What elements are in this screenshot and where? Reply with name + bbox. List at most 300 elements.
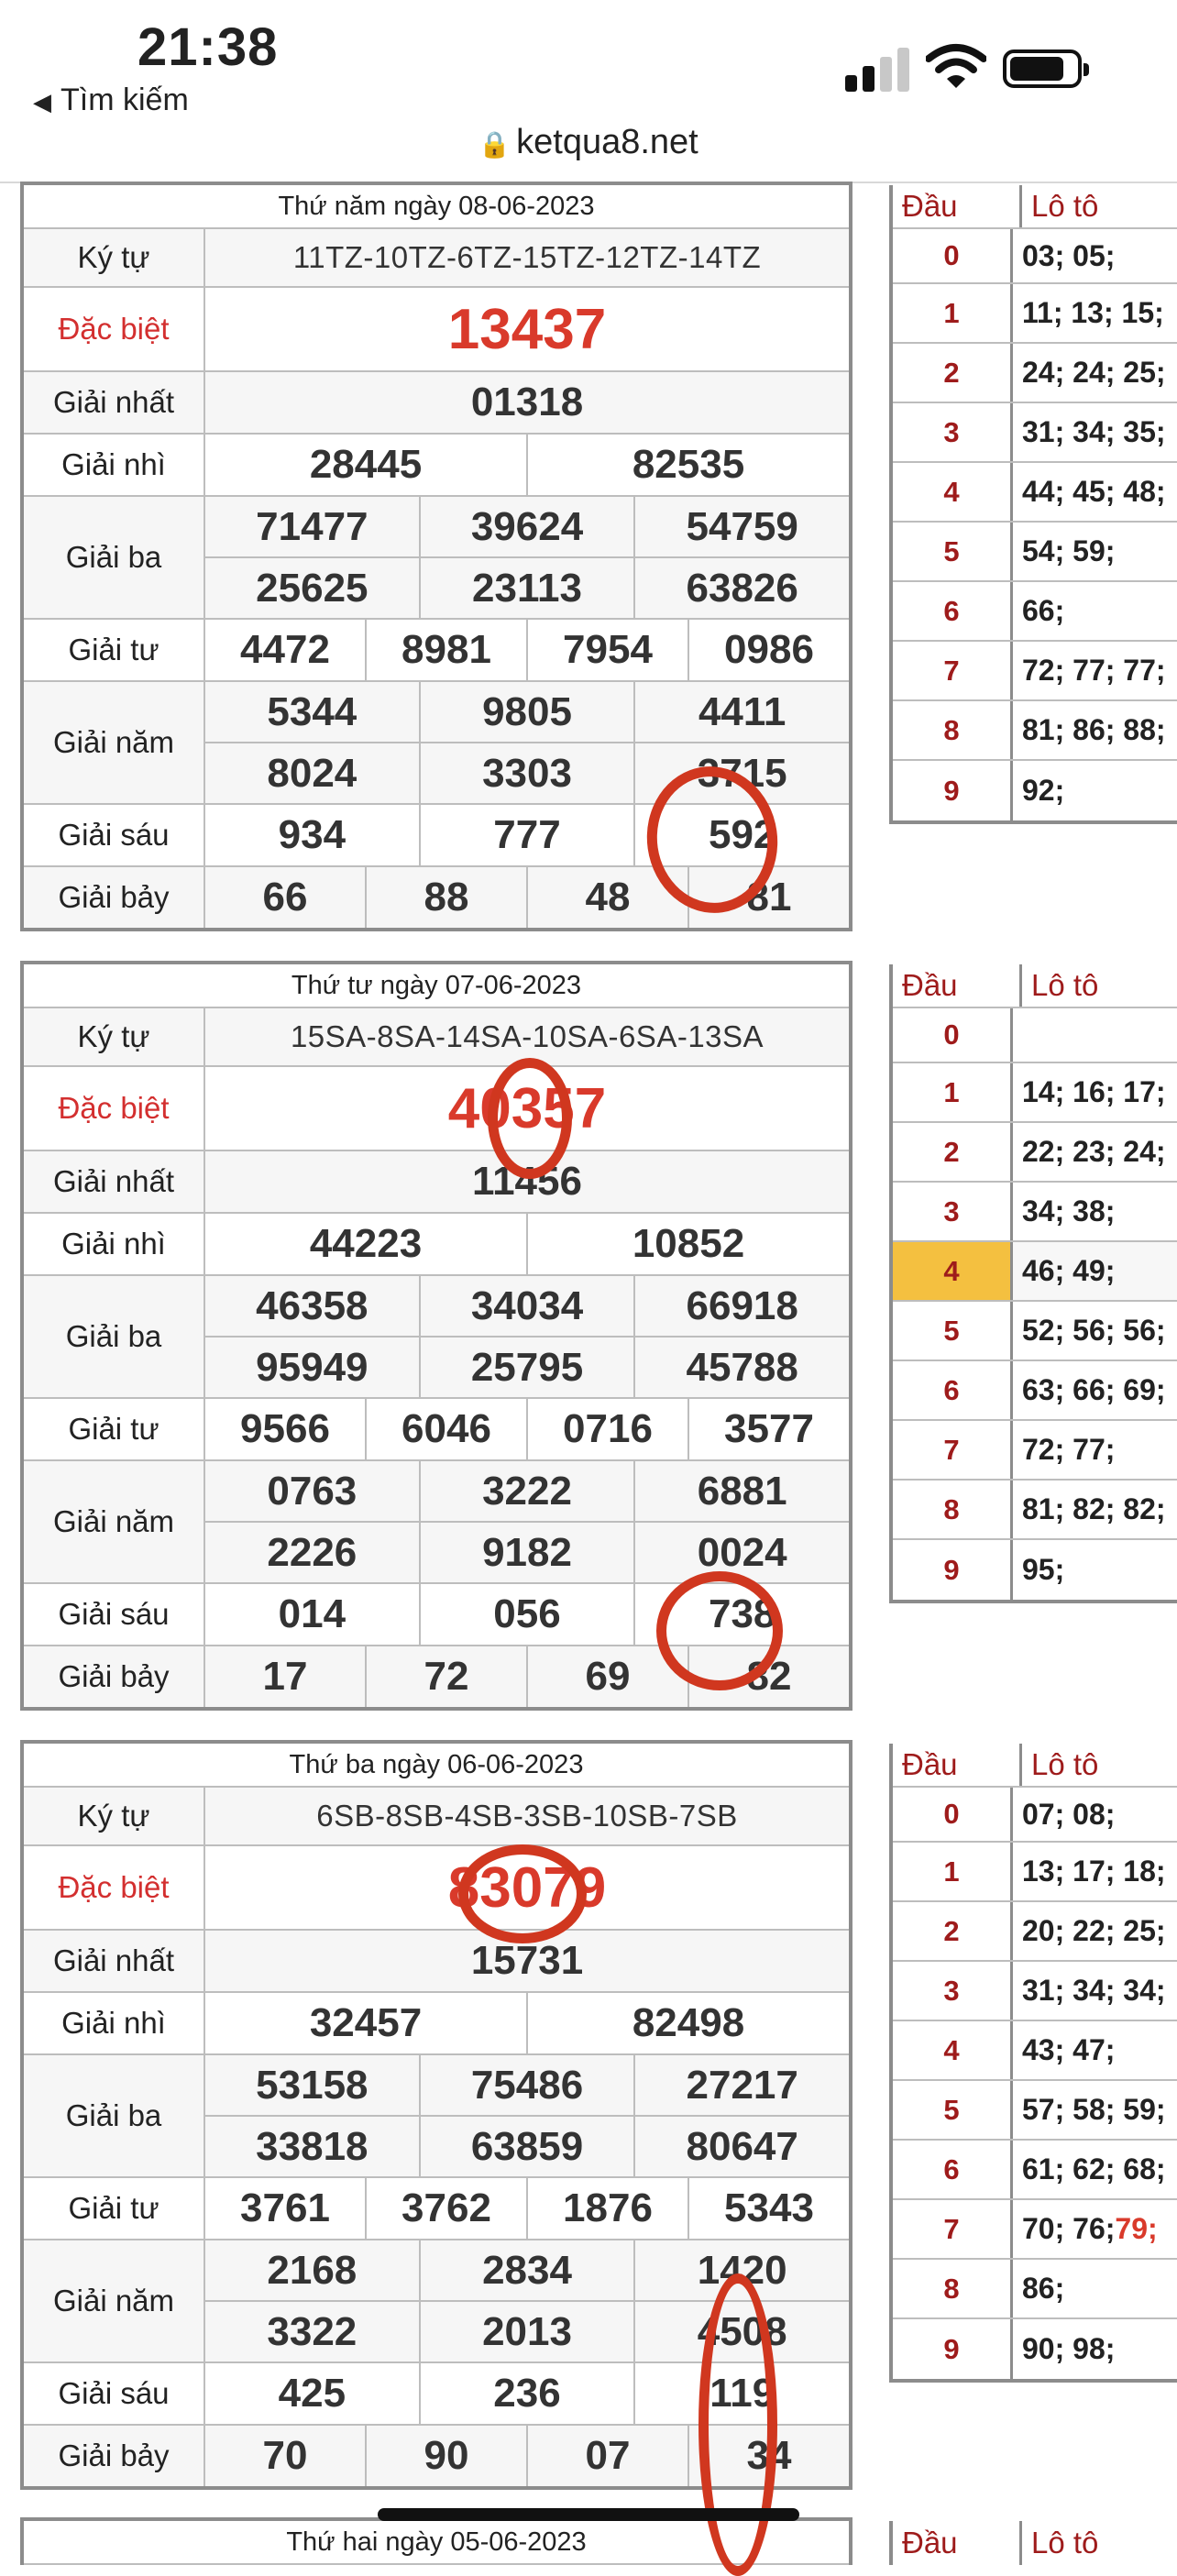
loto-values-cell (1013, 582, 1177, 640)
loto-values: 11; 13; 15; (1022, 296, 1164, 329)
back-to-search-button[interactable] (33, 83, 189, 118)
row-giai-nam (24, 1461, 849, 1584)
prize-number: 6881 (633, 1461, 849, 1521)
dau-digit: 5 (893, 523, 1013, 580)
prize-values (205, 1788, 849, 1844)
loto-row[interactable] (893, 2260, 1177, 2319)
loto-values-cell (1013, 1788, 1177, 1841)
prize-values (205, 2178, 849, 2239)
prize-number: 28445 (309, 442, 423, 487)
loto-values: 31; 34; 35; (1022, 415, 1166, 448)
loto-row[interactable] (893, 2319, 1177, 2379)
loto-row[interactable] (893, 1123, 1177, 1183)
annotation-circle (698, 2273, 777, 2576)
prize-values (205, 620, 849, 680)
loto-values: 72; 77; 77; (1022, 654, 1166, 687)
prize-number: 4472 (240, 627, 330, 672)
dau-digit: 9 (893, 1540, 1013, 1600)
battery-icon (1003, 50, 1082, 88)
loto-values-cell (1013, 1063, 1177, 1121)
prize-number: 82535 (526, 435, 849, 495)
draw-code: 11TZ-10TZ-6TZ-15TZ-12TZ-14TZ (292, 240, 762, 274)
loto-header: Lô tô (1031, 968, 1099, 1002)
url-text: ketqua8.net (516, 123, 698, 161)
dau-header: Đầu (893, 2521, 1022, 2565)
prize-number: 3715 (633, 743, 849, 803)
loto-values: 54; 59; (1022, 534, 1116, 567)
prize-number: 3762 (365, 2178, 526, 2239)
loto-values: 20; 22; 25; (1022, 1914, 1166, 1947)
annotation-circle (458, 1844, 587, 1943)
prize-number: 425 (278, 2371, 346, 2416)
prize-number: 014 (278, 1591, 346, 1636)
prize-label: Giải nhất (24, 1931, 205, 1991)
dau-digit: 5 (893, 1302, 1013, 1360)
prize-number: 3222 (419, 1461, 634, 1521)
prize-number: 3322 (267, 2308, 358, 2354)
loto-values: 13; 17; 18; (1022, 1855, 1166, 1888)
loto-values-cell (1013, 2081, 1177, 2139)
wifi-icon (926, 42, 986, 90)
draw-date-header[interactable]: Thứ hai ngày 05-06-2023 (24, 2521, 849, 2565)
row-ky-tu (24, 1788, 849, 1846)
prize-number: 6046 (365, 1399, 526, 1459)
loto-values-cell (1013, 403, 1177, 461)
loto-row[interactable] (893, 1302, 1177, 1361)
loto-values: 63; 66; 69; (1022, 1373, 1166, 1406)
loto-row[interactable] (893, 761, 1177, 820)
loto-row[interactable] (893, 582, 1177, 642)
dau-digit: 3 (893, 403, 1013, 461)
loto-header: Lô tô (1031, 2526, 1099, 2559)
dau-digit: 2 (893, 1123, 1013, 1181)
special-prize-number: 83079 (447, 1855, 607, 1920)
row-giai-ba (24, 1276, 849, 1399)
prize-number: 2226 (267, 1529, 358, 1575)
prize-number: 934 (278, 812, 346, 857)
lock-icon: 🔒 (478, 130, 512, 159)
prize-label: Giải năm (24, 1461, 205, 1582)
prize-number: 0986 (688, 620, 849, 680)
dau-digit: 2 (893, 1902, 1013, 1960)
dau-digit: 0 (893, 1008, 1013, 1062)
dau-digit: 3 (893, 1183, 1013, 1240)
row-dac-biet (24, 1067, 849, 1151)
row-dac-biet (24, 1846, 849, 1931)
dau-digit: 9 (893, 2319, 1013, 2379)
loto-values-cell (1013, 344, 1177, 402)
prize-label: Giải sáu (24, 2363, 205, 2424)
prize-values (205, 1214, 849, 1274)
prize-number: 54759 (633, 497, 849, 556)
dau-digit: 3 (893, 1962, 1013, 2020)
prize-number: 70 (262, 2433, 308, 2478)
prize-number: 44223 (309, 1221, 423, 1266)
row-giai-nhi (24, 435, 849, 497)
row-giai-tu (24, 620, 849, 682)
loto-values: 34; 38; (1022, 1194, 1116, 1227)
dau-digit: 5 (893, 2081, 1013, 2139)
prize-number: 75486 (419, 2055, 634, 2115)
special-prize-number: 40357 (447, 1076, 607, 1140)
row-ky-tu (24, 229, 849, 288)
loto-values-cell (1013, 1302, 1177, 1360)
prize-number: 69 (526, 1646, 688, 1707)
prize-number: 66 (262, 875, 308, 919)
row-dac-biet (24, 288, 849, 372)
loto-values: 43; 47; (1022, 2033, 1116, 2066)
prize-number: 592 (633, 805, 849, 865)
loto-values-cell (1013, 1123, 1177, 1181)
prize-label: Giải nhì (24, 1214, 205, 1274)
dau-digit: 6 (893, 582, 1013, 640)
dau-digit: 4 (893, 463, 1013, 521)
loto-row[interactable] (893, 1183, 1177, 1242)
dau-digit: 0 (893, 229, 1013, 282)
loto-row[interactable] (893, 2021, 1177, 2081)
loto-header-row (893, 964, 1177, 1008)
prize-number: 88 (365, 867, 526, 928)
dau-header: Đầu (893, 185, 1022, 227)
prize-number: 4508 (633, 2302, 849, 2361)
prize-number: 10852 (526, 1214, 849, 1274)
prize-label: Giải bảy (24, 1646, 205, 1707)
prize-number: 0763 (267, 1468, 358, 1514)
annotation-circle (488, 1058, 572, 1179)
dau-digit: 1 (893, 1063, 1013, 1121)
prize-label: Giải nhất (24, 372, 205, 433)
row-giai-nhat (24, 1151, 849, 1214)
loto-table (889, 2521, 1177, 2565)
prize-number: 056 (419, 1584, 634, 1645)
prize-number: 45788 (633, 1338, 849, 1397)
prize-label: Giải năm (24, 682, 205, 803)
row-giai-nhat (24, 1931, 849, 1993)
address-bar[interactable] (0, 123, 1177, 162)
loto-row[interactable] (893, 2200, 1177, 2260)
loto-row[interactable] (893, 403, 1177, 463)
prize-number: 9566 (240, 1406, 330, 1451)
prize-values (205, 1399, 849, 1459)
prize-label: Đặc biệt (24, 288, 205, 370)
loto-table (889, 964, 1177, 1603)
loto-row[interactable] (893, 701, 1177, 761)
back-label: Tìm kiếm (60, 83, 189, 117)
prize-label: Đặc biệt (24, 1846, 205, 1929)
loto-row[interactable] (893, 1242, 1177, 1302)
loto-values-cell (1013, 1902, 1177, 1960)
loto-values-cell (1013, 2200, 1177, 2258)
loto-row[interactable] (893, 1962, 1177, 2021)
prize-number: 95949 (256, 1344, 368, 1390)
loto-values-cell (1013, 523, 1177, 580)
status-time: 21:38 (138, 17, 279, 77)
prize-number: 63859 (419, 2117, 634, 2176)
prize-number: 2834 (419, 2240, 634, 2300)
row-ky-tu (24, 1008, 849, 1067)
loto-row[interactable] (893, 1788, 1177, 1843)
loto-values: 70; 76; (1022, 2212, 1116, 2245)
dau-digit: 0 (893, 1788, 1013, 1841)
loto-values-cell (1013, 1361, 1177, 1419)
prize-label: Giải ba (24, 497, 205, 618)
prize-number: 2168 (267, 2247, 358, 2293)
prize-number: 0716 (526, 1399, 688, 1459)
loto-values: 57; 58; 59; (1022, 2093, 1166, 2126)
prize-number: 25795 (419, 1338, 634, 1397)
loto-values-cell (1013, 1962, 1177, 2020)
loto-values: 95; (1022, 1553, 1065, 1586)
prize-number: 1420 (633, 2240, 849, 2300)
loto-values-cell (1013, 1008, 1177, 1062)
prize-number: 5343 (688, 2178, 849, 2239)
prize-label: Giải tư (24, 620, 205, 680)
prize-number: 8981 (365, 620, 526, 680)
prize-label: Giải ba (24, 2055, 205, 2176)
loto-values: 61; 62; 68; (1022, 2152, 1166, 2185)
prize-number: 3577 (688, 1399, 849, 1459)
loto-values-cell (1013, 1421, 1177, 1479)
dau-digit: 2 (893, 344, 1013, 402)
loto-values: 81; 82; 82; (1022, 1492, 1166, 1525)
prize-number: 53158 (256, 2062, 368, 2108)
prize-label: Giải tư (24, 2178, 205, 2239)
dau-digit: 8 (893, 2260, 1013, 2317)
status-bar (0, 0, 1177, 183)
dau-header: Đầu (893, 1744, 1022, 1786)
loto-values: 86; (1022, 2272, 1065, 2305)
loto-row[interactable] (893, 523, 1177, 582)
loto-row[interactable] (893, 1008, 1177, 1063)
prize-number: 4411 (633, 682, 849, 742)
prize-number: 17 (262, 1654, 308, 1699)
dau-header: Đầu (893, 964, 1022, 1007)
prize-values (205, 497, 849, 618)
prize-number: 3761 (240, 2185, 330, 2230)
loto-header-row (893, 185, 1177, 229)
loto-row[interactable] (893, 344, 1177, 403)
prize-number: 15731 (470, 1938, 584, 1983)
prize-values (205, 372, 849, 433)
loto-table (889, 1744, 1177, 2383)
prize-label: Giải sáu (24, 1584, 205, 1645)
dau-digit: 9 (893, 761, 1013, 820)
prize-label: Giải nhì (24, 435, 205, 495)
prize-number: 1876 (526, 2178, 688, 2239)
loto-values: 66; (1022, 594, 1065, 627)
dau-digit: 4 (893, 1242, 1013, 1300)
prize-label: Giải ba (24, 1276, 205, 1397)
prize-number: 63826 (633, 558, 849, 618)
dau-digit: 1 (893, 1843, 1013, 1900)
prize-number: 27217 (633, 2055, 849, 2115)
prize-number: 23113 (419, 558, 634, 618)
prize-number: 0024 (633, 1523, 849, 1582)
row-giai-nhi (24, 1214, 849, 1276)
prize-number: 236 (419, 2363, 634, 2424)
home-indicator (378, 2508, 799, 2521)
prize-number: 39624 (419, 497, 634, 556)
loto-row[interactable] (893, 1063, 1177, 1123)
loto-header: Lô tô (1031, 1747, 1099, 1781)
draw-code: 6SB-8SB-4SB-3SB-10SB-7SB (316, 1799, 738, 1833)
loto-row[interactable] (893, 1421, 1177, 1481)
dau-digit: 4 (893, 2021, 1013, 2079)
prize-label: Giải nhì (24, 1993, 205, 2053)
loto-row[interactable] (893, 1902, 1177, 1962)
prize-number: 5344 (267, 688, 358, 734)
loto-values-cell (1013, 761, 1177, 820)
dau-digit: 8 (893, 701, 1013, 759)
loto-values-cell (1013, 642, 1177, 699)
loto-values-cell (1013, 2141, 1177, 2198)
loto-values-cell (1013, 229, 1177, 282)
prize-number: 34034 (419, 1276, 634, 1336)
prize-number: 9182 (419, 1523, 634, 1582)
prize-number: 33818 (256, 2123, 368, 2169)
annotation-circle (656, 1571, 783, 1690)
prize-values (205, 1993, 849, 2053)
prize-values (205, 229, 849, 286)
prize-number: 66918 (633, 1276, 849, 1336)
loto-values: 81; 86; 88; (1022, 713, 1166, 746)
loto-values: 90; 98; (1022, 2332, 1116, 2365)
prize-number: 80647 (633, 2117, 849, 2176)
prize-label: Giải bảy (24, 2426, 205, 2486)
prize-number: 07 (526, 2426, 688, 2486)
prize-label: Giải tư (24, 1399, 205, 1459)
prize-values (205, 1008, 849, 1065)
dau-digit: 6 (893, 1361, 1013, 1419)
loto-values: 22; 23; 24; (1022, 1135, 1166, 1168)
prize-number: 34 (688, 2426, 849, 2486)
loto-values: 72; 77; (1022, 1433, 1116, 1466)
special-prize-number: 13437 (447, 297, 607, 361)
prize-label: Đặc biệt (24, 1067, 205, 1150)
loto-values-cell (1013, 2319, 1177, 2379)
draw-code: 15SA-8SA-14SA-10SA-6SA-13SA (290, 1019, 764, 1053)
loto-row[interactable] (893, 1843, 1177, 1902)
loto-values-cell (1013, 463, 1177, 521)
prize-number: 25625 (256, 565, 368, 611)
row-giai-tu (24, 1399, 849, 1461)
loto-values: 24; 24; 25; (1022, 356, 1166, 389)
prize-values (205, 435, 849, 495)
dau-digit: 7 (893, 2200, 1013, 2258)
loto-row[interactable] (893, 642, 1177, 701)
row-giai-ba (24, 497, 849, 620)
prize-number: 72 (365, 1646, 526, 1707)
loto-row[interactable] (893, 2141, 1177, 2200)
loto-values: 07; 08; (1022, 1797, 1116, 1831)
loto-row[interactable] (893, 463, 1177, 523)
prize-number: 46358 (256, 1282, 368, 1328)
loto-row[interactable] (893, 1481, 1177, 1540)
prize-number: 777 (419, 805, 634, 865)
loto-header-row (893, 2521, 1177, 2565)
prize-number: 71477 (256, 503, 368, 549)
prize-number: 82498 (526, 1993, 849, 2053)
prize-values (205, 2055, 849, 2176)
row-giai-ba (24, 2055, 849, 2178)
loto-row[interactable] (893, 2081, 1177, 2141)
dau-digit: 7 (893, 642, 1013, 699)
loto-values: 44; 45; 48; (1022, 475, 1166, 508)
loto-row[interactable] (893, 1361, 1177, 1421)
loto-row[interactable] (893, 1540, 1177, 1600)
prize-number: 01318 (470, 380, 584, 424)
back-triangle-icon: ◀ (33, 88, 51, 116)
cellular-signal-icon (845, 48, 911, 92)
prize-values (205, 1276, 849, 1397)
draw-date-header[interactable]: Thứ ba ngày 06-06-2023 (24, 1744, 849, 1788)
loto-values: 92; (1022, 774, 1065, 807)
loto-values: 14; 16; 17; (1022, 1075, 1166, 1108)
loto-values-cell (1013, 701, 1177, 759)
loto-values-cell (1013, 1540, 1177, 1600)
prize-number: 90 (365, 2426, 526, 2486)
prize-label: Ký tự (24, 1008, 205, 1065)
prize-number: 32457 (309, 2000, 423, 2045)
prize-label: Giải bảy (24, 867, 205, 928)
prize-values (205, 1461, 849, 1582)
prize-number: 2013 (419, 2302, 634, 2361)
prize-label: Ký tự (24, 229, 205, 286)
draw-date-header[interactable]: Thứ tư ngày 07-06-2023 (24, 964, 849, 1008)
prize-number: 738 (633, 1584, 849, 1645)
draw-date-header[interactable]: Thứ năm ngày 08-06-2023 (24, 185, 849, 229)
loto-values: 46; 49; (1022, 1254, 1116, 1287)
loto-values-cell (1013, 1242, 1177, 1300)
prize-label: Giải sáu (24, 805, 205, 865)
prize-number: 9805 (419, 682, 634, 742)
loto-table (889, 185, 1177, 824)
prize-number: 48 (526, 867, 688, 928)
row-giai-tu (24, 2178, 849, 2240)
loto-values-cell (1013, 1183, 1177, 1240)
prize-number: 81 (688, 867, 849, 928)
loto-special-value: 79; (1115, 2212, 1158, 2245)
dau-digit: 7 (893, 1421, 1013, 1479)
loto-values-cell (1013, 2260, 1177, 2317)
prize-number: 7954 (526, 620, 688, 680)
dau-digit: 8 (893, 1481, 1013, 1538)
loto-values-cell (1013, 1843, 1177, 1900)
loto-values-cell (1013, 2021, 1177, 2079)
row-giai-nhi (24, 1993, 849, 2055)
row-giai-nhat (24, 372, 849, 435)
prize-label: Giải năm (24, 2240, 205, 2361)
loto-header: Lô tô (1031, 189, 1099, 223)
prize-number: 82 (688, 1646, 849, 1707)
loto-row[interactable] (893, 229, 1177, 284)
prize-number: 11456 (472, 1159, 582, 1204)
prize-number: 8024 (267, 750, 358, 796)
loto-values: 31; 34; 34; (1022, 1974, 1166, 2007)
prize-number: 119 (633, 2363, 849, 2424)
loto-values-cell (1013, 284, 1177, 342)
dau-digit: 1 (893, 284, 1013, 342)
loto-row[interactable] (893, 284, 1177, 344)
prize-number: 3303 (419, 743, 634, 803)
loto-values: 03; 05; (1022, 238, 1116, 272)
loto-values-cell (1013, 1481, 1177, 1538)
prize-label: Ký tự (24, 1788, 205, 1844)
dau-digit: 6 (893, 2141, 1013, 2198)
prize-label: Giải nhất (24, 1151, 205, 1212)
loto-header-row (893, 1744, 1177, 1788)
prize-values (205, 288, 849, 370)
